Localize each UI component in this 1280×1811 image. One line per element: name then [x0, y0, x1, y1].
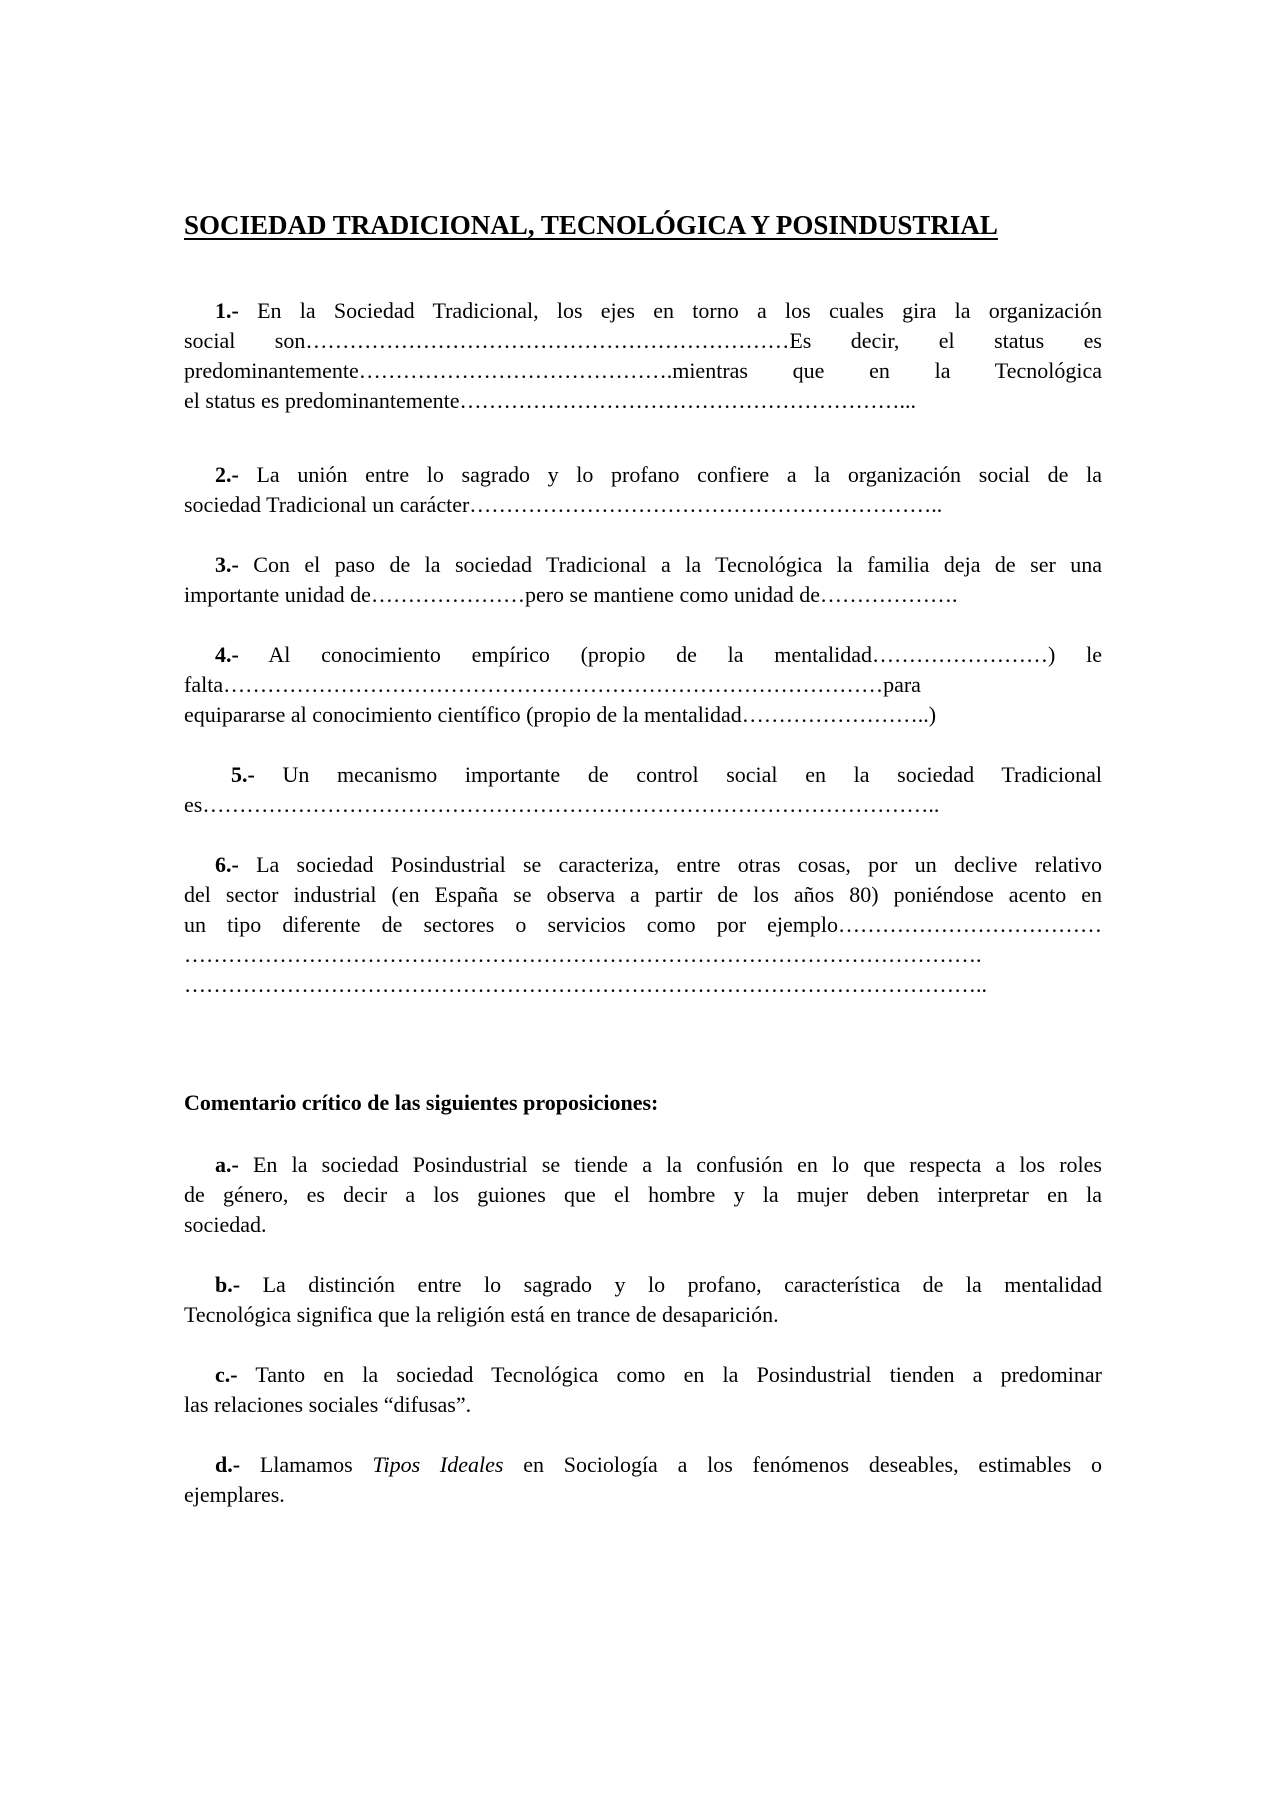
proposition-b: b.- La distinción entre lo sagrado y lo profano, característica de la mentalidad Tecnológica significa que la religión está en trance de desaparición.: [184, 1272, 1102, 1327]
section-heading: Comentario crítico de las siguientes proposiciones:: [184, 1090, 659, 1115]
question-number: 2.-: [215, 462, 239, 487]
question-5: 5.- Un mecanismo importante de control social en la sociedad Tradicional es………………………………………………………………………………………..: [184, 762, 1102, 817]
question-4: 4.- Al conocimiento empírico (propio de la mentalidad……………………) le falta………………………………………………………………………………para equipararse al conocimiento científico (propio de la mentalidad……………………..): [184, 642, 1102, 727]
proposition-letter: c.-: [215, 1362, 238, 1387]
question-1: 1.- En la Sociedad Tradicional, los ejes en torno a los cuales gira la organización social son…………………………………………………………Es decir, el status es predominantemente…………………………………….mientras que en la Tecnológica el status es predominantemente……………………………………………………...: [184, 298, 1102, 413]
proposition-letter: b.-: [215, 1272, 241, 1297]
question-6: 6.- La sociedad Posindustrial se caracteriza, entre otras cosas, por un declive relativo del sector industrial (en España se observa a partir de los años 80) poniéndose acento en un tipo diferente de sectores o servicios como por ejemplo……………………………… ………………………………………………………………………………………………. ………………………………………………………………………………………………..: [184, 852, 1102, 997]
italic-term: Tipos Ideales: [372, 1452, 504, 1477]
question-3: 3.- Con el paso de la sociedad Tradicional a la Tecnológica la familia deja de ser una importante unidad de…………………pero se mantiene como unidad de……………….: [184, 552, 1102, 607]
page-title: SOCIEDAD TRADICIONAL, TECNOLÓGICA Y POSINDUSTRIAL: [184, 210, 998, 240]
question-number: 6.-: [215, 852, 239, 877]
question-number: 1.-: [215, 298, 239, 323]
proposition-d: d.- Llamamos Tipos Ideales en Sociología a los fenómenos deseables, estimables o ejemplares.: [184, 1452, 1102, 1507]
question-number: 4.-: [215, 642, 239, 667]
proposition-letter: d.-: [215, 1452, 241, 1477]
question-2: 2.- La unión entre lo sagrado y lo profano confiere a la organización social de la sociedad Tradicional un carácter………………………………………………………..: [184, 462, 1102, 517]
question-number: 3.-: [215, 552, 239, 577]
proposition-letter: a.-: [215, 1152, 239, 1177]
question-number: 5.-: [231, 762, 255, 787]
proposition-c: c.- Tanto en la sociedad Tecnológica como en la Posindustrial tienden a predominar las relaciones sociales “difusas”.: [184, 1362, 1102, 1417]
proposition-a: a.- En la sociedad Posindustrial se tiende a la confusión en lo que respecta a los roles de género, es decir a los guiones que el hombre y la mujer deben interpretar en la sociedad.: [184, 1152, 1102, 1237]
